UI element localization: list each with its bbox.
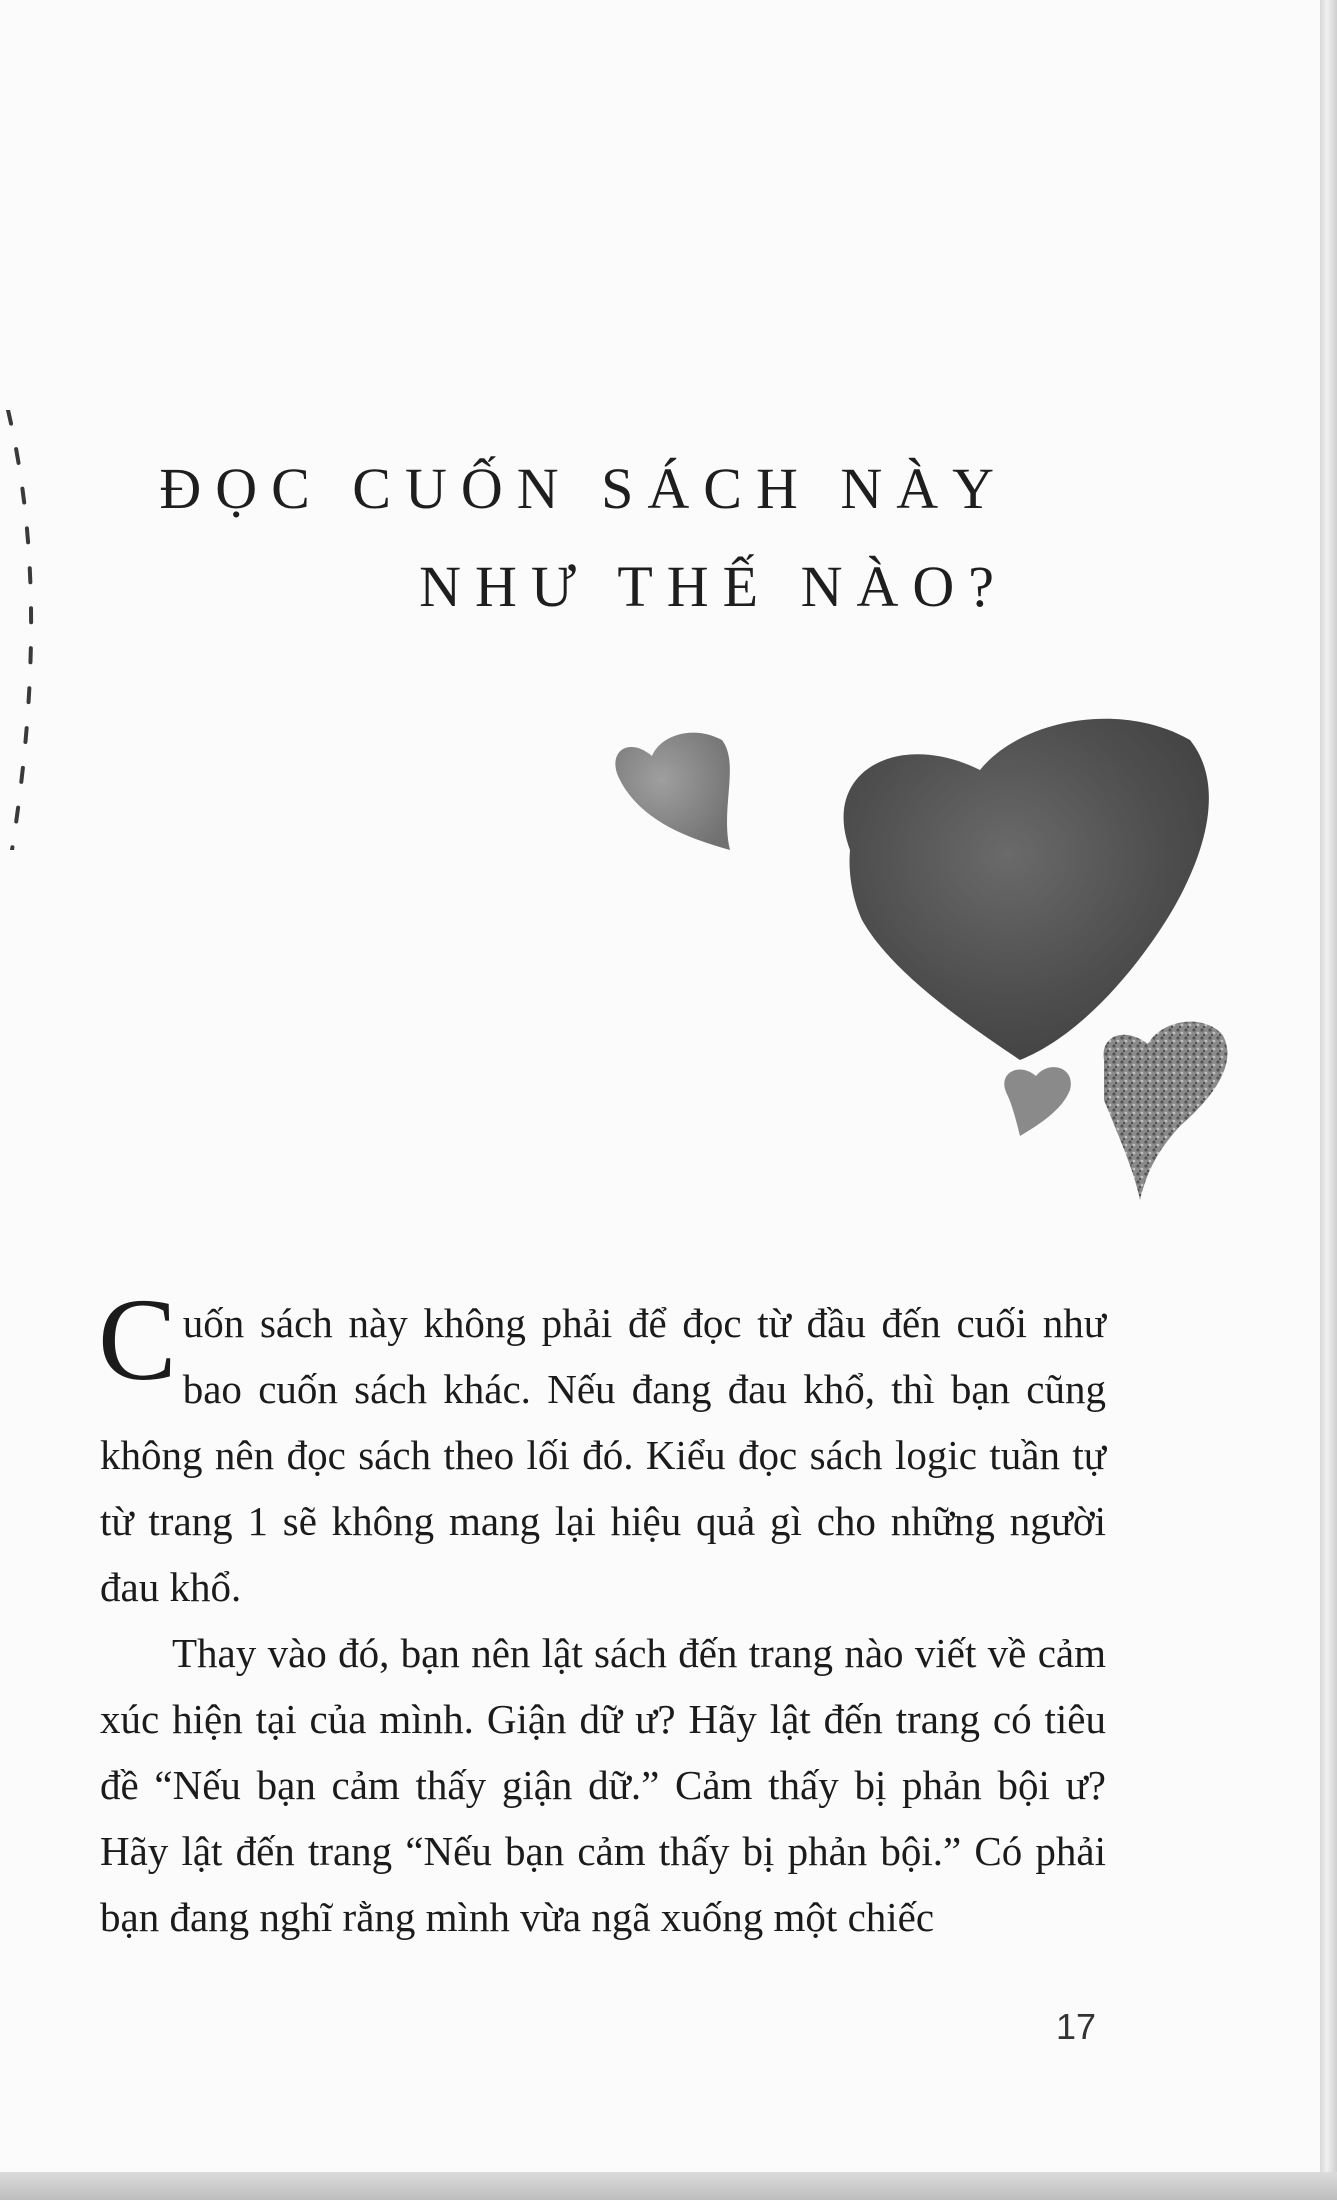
chapter-title-line-2: NHƯ THẾ NÀO? [419,554,1008,619]
drop-cap: C [98,1274,177,1405]
small-heart-shape [615,733,730,850]
paragraph-2: Thay vào đó, bạn nên lật sách đến trang nào viết về cảm xúc hiện tại của mình. Giận dữ ư? Hãy lật đến trang có tiêu đề “Nếu bạn cảm thấy giận dữ.” Cảm thấy bị phản bội ư? Hãy lật đến trang “Nếu bạn cảm thấy bị phản bội.” Có phải bạn đang nghĩ rằng mình vừa ngã xuống một chiếc [100,1630,1106,1940]
chapter-title-line-1: ĐỌC CUỐN SÁCH NÀY [159,456,1008,521]
page-edge-right [1320,0,1337,2200]
page-edge-bottom [0,2172,1337,2200]
dashed-curve-decoration [0,410,60,850]
watercolor-hearts-illustration [600,700,1250,1220]
chapter-title [159,440,1008,636]
paragraph-1-text: uốn sách này không phải để đọc từ đầu đến cuối như bao cuốn sách khác. Nếu đang đau khổ, thì bạn cũng không nên đọc sách theo lối đó. Kiểu đọc sách logic tuần tự từ trang 1 sẽ không mang lại hiệu quả gì cho những người đau khổ. [100,1300,1106,1610]
tiny-heart-shape [1004,1067,1071,1136]
page-number: 17 [1056,2006,1097,2047]
large-heart-shape [844,719,1209,1060]
paragraph-1 [98,1274,1106,1620]
speckled-heart-shape [1104,1022,1228,1200]
body-text [98,1274,1106,1950]
